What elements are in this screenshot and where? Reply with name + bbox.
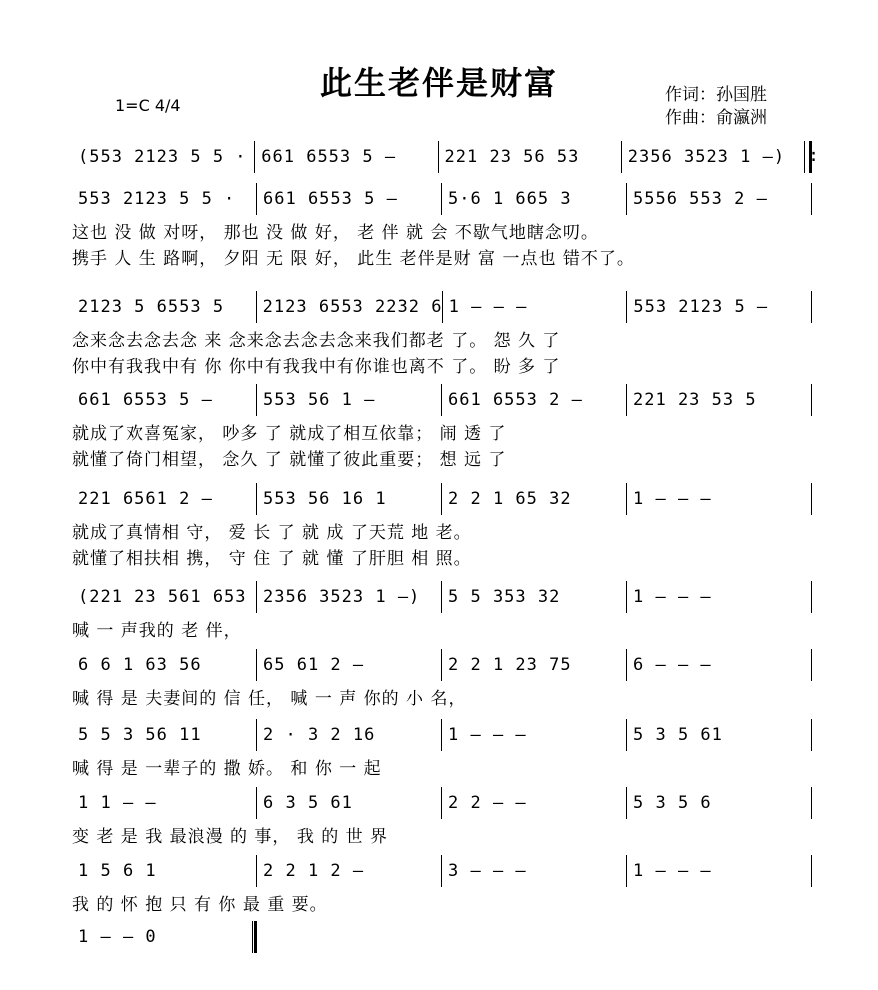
measure-notes: 1 — — — [633, 861, 712, 881]
lyric-line: 变 老 是 我 最浪漫 的 事， 我 的 世 界 [72, 827, 389, 847]
lyric-line: 喊 一 声我的 老 伴， [72, 621, 242, 641]
notation-system [72, 718, 812, 782]
measure-notes: 2123 6553 2232 6 [262, 297, 443, 317]
notation-system [72, 383, 812, 473]
measure [627, 580, 811, 614]
measure [442, 580, 626, 614]
measure-notes: 2 2 — — [448, 793, 527, 813]
measure [72, 140, 254, 174]
measure-notes: 1 — — — [448, 725, 527, 745]
measure-notes: 553 2123 5 5 · [78, 189, 236, 209]
notation-system [72, 786, 812, 850]
measure-notes: 2 2 1 2 — [263, 861, 365, 881]
notation-line [72, 718, 812, 752]
measure [622, 140, 804, 174]
notation-line [72, 786, 812, 820]
measure [442, 648, 626, 682]
measure-notes: (221 23 561 653 [78, 587, 247, 607]
notation-system [72, 854, 812, 918]
notation-system [72, 290, 812, 380]
notation-line [72, 482, 812, 516]
song-title: 此生老伴是财富 [319, 64, 558, 102]
lyricist-credit: 作词：孙国胜 [665, 85, 767, 105]
measure-notes: 553 56 16 1 [263, 489, 387, 509]
measure-notes: 1 5 6 1 [78, 861, 157, 881]
bar-line [811, 855, 812, 887]
notation-line [72, 140, 812, 174]
key-signature: 1=C 4/4 [115, 96, 181, 115]
measure-notes: 2 2 1 23 75 [448, 655, 572, 675]
measure-notes: 2 · 3 2 16 [263, 725, 376, 745]
measure-notes: 1 — — 0 [78, 927, 157, 947]
measure [257, 383, 441, 417]
measure-notes: 6 — — — [633, 655, 712, 675]
measure [257, 718, 441, 752]
measure-notes: 5 5 353 32 [448, 587, 561, 607]
measure-notes: 1 — — — [633, 489, 712, 509]
measure [439, 140, 621, 174]
measure [72, 920, 252, 954]
measure-notes: 2356 3523 1 —) [627, 147, 786, 167]
notation-line [72, 580, 812, 614]
measure [627, 182, 811, 216]
measure [627, 786, 811, 820]
measure-notes: 661 6553 5 — [78, 390, 213, 410]
measure [72, 648, 256, 682]
bar-line [811, 787, 812, 819]
measure-notes: 221 23 53 5 [633, 390, 757, 410]
measure-notes: 2123 5 6553 5 [78, 297, 225, 317]
lyric-line: 就懂了相扶相 携， 守 住 了 就 懂 了肝胆 相 照。 [72, 549, 472, 569]
lyric-line: 携手 人 生 路啊， 夕阳 无 限 好， 此生 老伴是财 富 一点也 错不了。 [72, 249, 635, 269]
lyric-line: 我 的 怀 抱 只 有 你 最 重 要。 [72, 895, 328, 915]
measure [257, 854, 441, 888]
bar-line [811, 649, 812, 681]
notation-system [72, 580, 812, 644]
notation-line [72, 854, 812, 888]
measure-notes: 6 6 1 63 56 [78, 655, 202, 675]
measure-notes: 1 — — — [448, 297, 528, 317]
measure [257, 482, 441, 516]
measure [257, 580, 441, 614]
measure [257, 786, 441, 820]
measure [442, 383, 626, 417]
bar-line [811, 291, 812, 323]
measure [627, 718, 811, 752]
measure [627, 648, 811, 682]
measure [443, 290, 627, 324]
measure [627, 290, 811, 324]
credits [665, 84, 767, 130]
notation-system [72, 648, 812, 712]
notation-system [72, 140, 812, 174]
measure-notes: 221 6561 2 — [78, 489, 213, 509]
lyric-line: 念来念去念去念 来 念来念去念去念来我们都老 了。 怨 久 了 [72, 331, 561, 351]
measure [255, 140, 437, 174]
measure-notes: 6 3 5 61 [263, 793, 353, 813]
measure-notes: 5 5 3 56 11 [78, 725, 202, 745]
bar-line [811, 384, 812, 416]
measure [442, 854, 626, 888]
measure [442, 482, 626, 516]
measure-notes: 5556 553 2 — [633, 189, 768, 209]
measure [72, 290, 256, 324]
composer-credit: 作曲：俞瀛洲 [665, 108, 767, 128]
lyric-line: 就成了欢喜冤家， 吵多 了 就成了相互依靠； 闹 透 了 [72, 424, 507, 444]
measure-notes: 5 3 5 6 [633, 793, 712, 813]
lyric-line: 喊 得 是 一辈子的 撒 娇。 和 你 一 起 [72, 759, 382, 779]
measure-notes: 661 6553 2 — [448, 390, 583, 410]
measure [257, 182, 441, 216]
measure [627, 854, 811, 888]
measure-notes: 5·6 1 665 3 [448, 189, 572, 209]
measure-notes: 2356 3523 1 —) [263, 587, 421, 607]
bar-line [252, 921, 257, 953]
lyric-line: 你中有我我中有 你 你中有我我中有你谁也离不 了。 盼 多 了 [72, 357, 561, 377]
notation-system [72, 182, 812, 272]
notation-system [72, 920, 262, 954]
measure-notes: (553 2123 5 5 · [78, 147, 247, 167]
lyric-line: 就成了真情相 守， 爱 长 了 就 成 了天荒 地 老。 [72, 523, 472, 543]
measure-notes: 553 56 1 — [263, 390, 376, 410]
measure [72, 580, 256, 614]
measure [72, 718, 256, 752]
bar-line [811, 183, 812, 215]
measure [627, 383, 811, 417]
bar-line [804, 141, 812, 173]
notation-line [72, 648, 812, 682]
measure-notes: 221 23 56 53 [444, 147, 580, 167]
bar-line [811, 581, 812, 613]
measure [627, 482, 811, 516]
measure-notes: 1 — — — [633, 587, 712, 607]
measure [72, 786, 256, 820]
measure [72, 383, 256, 417]
measure [442, 182, 626, 216]
measure-notes: 661 6553 5 — [263, 189, 398, 209]
measure-notes: 553 2123 5 — [633, 297, 769, 317]
lyric-line: 这也 没 做 对呀， 那也 没 做 好， 老 伴 就 会 不歇气地瞎念叨。 [72, 223, 599, 243]
measure-notes: 1 1 — — [78, 793, 157, 813]
measure-notes: 661 6553 5 — [261, 147, 397, 167]
measure-notes: 65 61 2 — [263, 655, 365, 675]
notation-system [72, 482, 812, 572]
measure [72, 182, 256, 216]
bar-line [811, 719, 812, 751]
bar-line [811, 483, 812, 515]
notation-line [72, 920, 262, 954]
measure-notes: 3 — — — [448, 861, 527, 881]
measure-notes: 2 2 1 65 32 [448, 489, 572, 509]
measure [442, 718, 626, 752]
measure [257, 290, 442, 324]
measure-notes: 5 3 5 61 [633, 725, 723, 745]
measure [72, 482, 256, 516]
measure [442, 786, 626, 820]
notation-line [72, 290, 812, 324]
lyric-line: 就懂了倚门相望， 念久 了 就懂了彼此重要； 想 远 了 [72, 450, 507, 470]
notation-line [72, 383, 812, 417]
measure [72, 854, 256, 888]
lyric-line: 喊 得 是 夫妻间的 信 任， 喊 一 声 你的 小 名， [72, 689, 467, 709]
measure [257, 648, 441, 682]
notation-line [72, 182, 812, 216]
